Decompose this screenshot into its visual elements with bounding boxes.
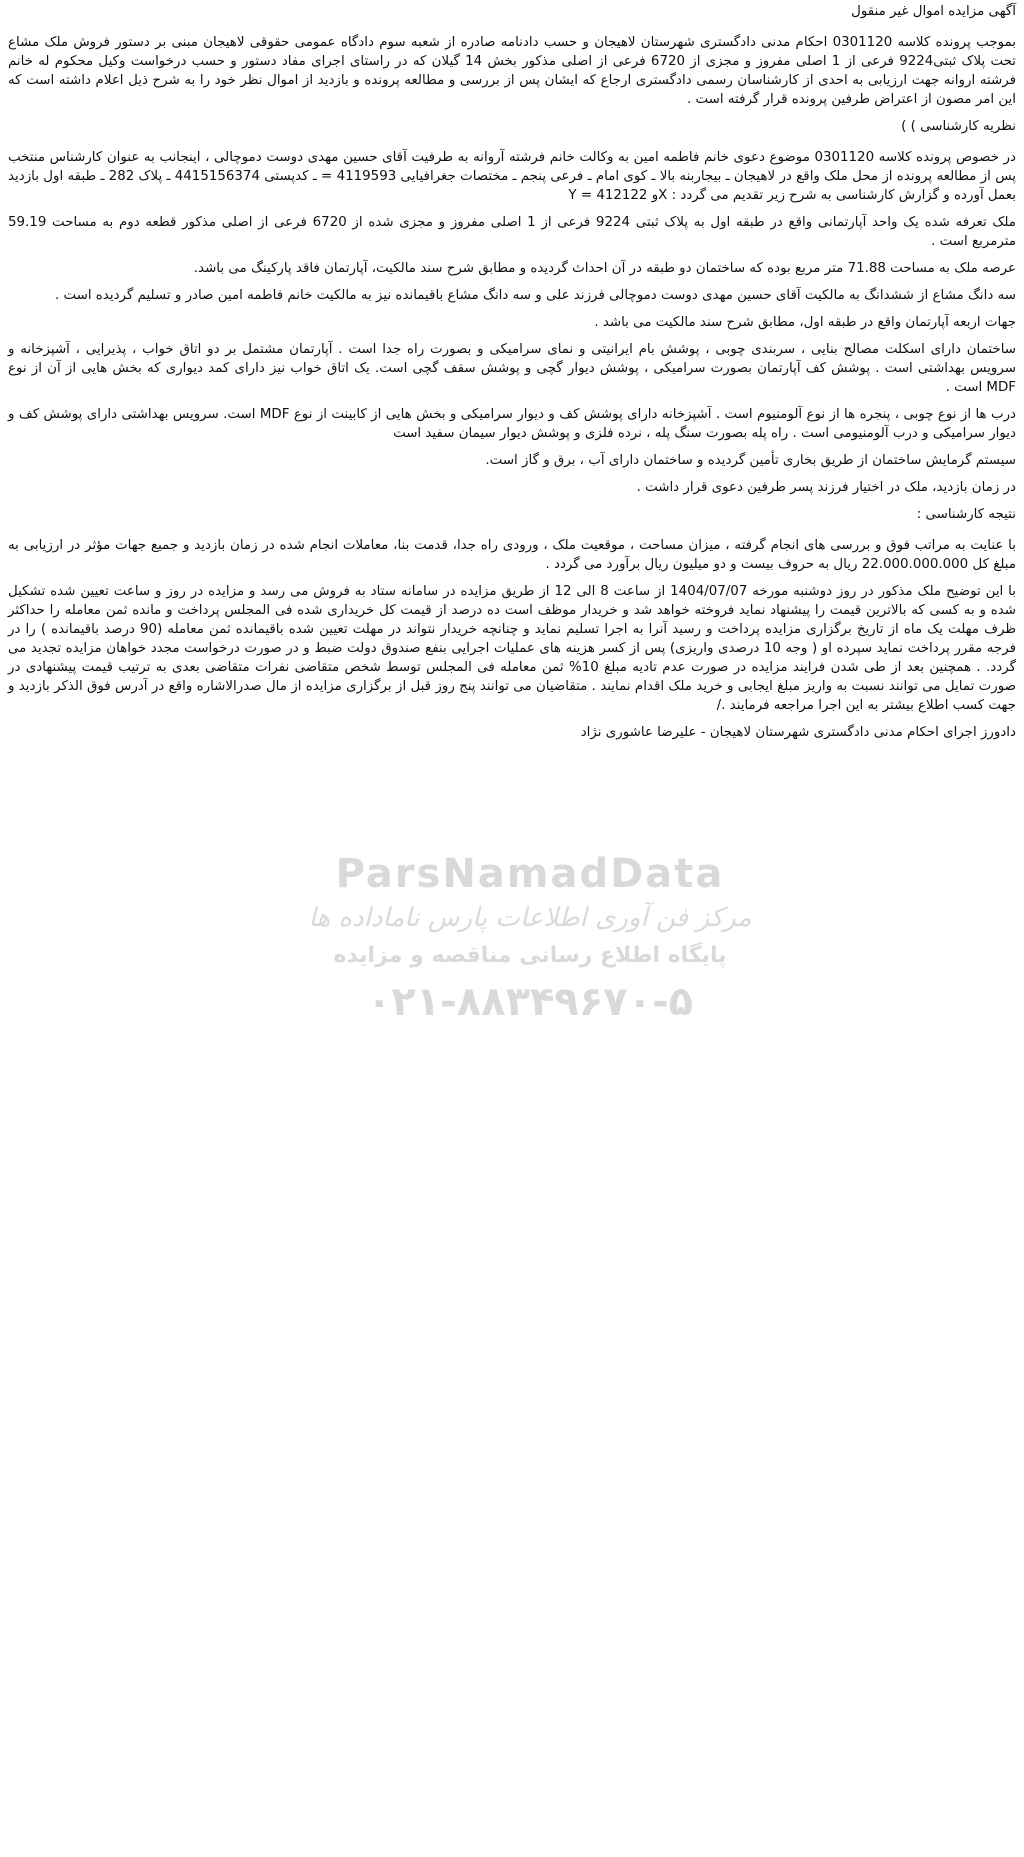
property-definition-paragraph: ملک تعرفه شده یک واحد آپارتمانی واقع در طبقه اول به پلاک ثبتی 9224 فرعی از 1 اصلی مفروز و مجزی شده از 6720 فرعی از اصلی مذکور قطعه دوم به مساحت 59.19 مترمربع است . — [8, 215, 1016, 249]
ownership-paragraph: سه دانگ مشاع از ششدانگ به مالکیت آقای حسین مهدی دوست دموچالی فرزند علی و سه دانگ مشاع باقیمانده نیز به مالکیت خانم فاطمه امین صادر و تسلیم گردیده است . — [54, 288, 1016, 303]
watermark-phone: ۰۲۱-۸۸۳۴۹۶۷۰-۵ — [366, 979, 694, 1025]
construction-paragraph: ساختمان دارای اسکلت مصالح بنایی ، سربندی چوبی ، پوشش بام ایرانیتی و نمای سرامیکی و بصورت راه جدا است . آپارتمان مشتمل بر دو اتاق خواب ، پذیرایی ، آشپزخانه و سرویس بهداشتی است . پوشش کف آپارتمان بصورت سرامیکی ، پوشش دیوار گچی و پوشش سقف گچی است. یک اتاق خواب نیز دارای کمد دیواری که بخش هایی از آن از نوع MDF است . — [8, 342, 1016, 395]
watermark-company-name: مرکز فن آوری اطلاعات پارس ناماداده ها — [308, 903, 752, 933]
auction-notice — [0, 0, 1024, 750]
doors-paragraph: درب ها از نوع چوبی ، پنجره ها از نوع آلومنیوم است . آشپزخانه دارای پوشش کف و دیوار سرامیکی و بخش هایی از کابینت از نوع MDF است. سرویس بهداشتی دارای پوشش کف و دیوار سرامیکی و درب آلومنیومی است . راه پله بصورت سنگ پله ، نرده فلزی و پوشش دیوار سیمان سفید است — [8, 407, 1016, 441]
notice-title: آگهی مزایده اموال غیر منقول — [851, 4, 1016, 19]
land-area-paragraph: عرصه ملک به مساحت 71.88 متر مربع بوده که ساختمان دو طبقه در آن احداث گردیده و مطابق شرح سند مالکیت، آپارتمان فاقد پارکینگ می باشد. — [193, 261, 1016, 276]
watermark-tagline: پایگاه اطلاع رسانی مناقصه و مزایده — [333, 943, 727, 968]
expert-result-heading: نتیجه کارشناسی : — [916, 507, 1016, 522]
signature-line: دادورز اجرای احکام مدنی دادگستری شهرستان لاهیجان - علیرضا عاشوری نژاد — [580, 725, 1016, 740]
expert-opinion-heading: نظریه کارشناسی ) ) — [901, 119, 1016, 134]
intro-paragraph: بموجب پرونده کلاسه 0301120 احکام مدنی دادگستری شهرستان لاهیجان و حسب دادنامه صادره از شعبه سوم دادگاه عمومی حقوقی لاهیجان مبنی بر دستور فروش ملک مشاع تحت پلاک ثبتی9224 فرعی از 1 اصلی مفروز و مجزی از 6720 فرعی از اصلی مذکور بخش 14 گیلان که در راستای اجرای مفاد دستور و حسب درخواست وکیل محکوم له خانم فرشته اروانه جهت ارزیابی به احدی از کارشناسان رسمی دادگستری ارجاع که ایشان پس از بررسی و مطالعه پرونده و بازدید از اموال نظر خود را به شرح ذیل اعلام داشته است که این امر مصون از اعتراض طرفین پرونده قرار گرفته است . — [8, 35, 1016, 107]
parsnamad-watermark — [300, 850, 760, 1140]
utilities-paragraph: سیستم گرمایش ساختمان از طریق بخاری تأمین گردیده و ساختمان دارای آب ، برق و گاز است. — [485, 453, 1016, 468]
case-paragraph: در خصوص پرونده کلاسه 0301120 موضوع دعوی خانم فاطمه امین به وکالت خانم فرشته آروانه به طرفیت آقای حسین مهدی دوست دموچالی ، اینجانب به عنوان کارشناس منتخب پس از مطالعه پرونده از محل ملک واقع در لاهیجان ـ بیجاربنه بالا ـ کوی امام ـ فرعی پنجم ـ مختصات جغرافیایی 4119593 = ـ کدپستی 4415156374 ـ پلاک 282 ـ طبقه اول بازدید بعمل آورده و گزارش کارشناسی به شرح زیر تقدیم می گردد : Xو 412122 = Y — [8, 150, 1016, 203]
watermark-brand: ParsNamadData — [335, 851, 725, 897]
auction-terms-paragraph: با این توضیح ملک مذکور در روز دوشنبه مورخه 1404/07/07 از ساعت 8 الی 12 از طریق مزایده در سامانه ستاد به فروش می رسد و مزایده در روز و ساعت تعیین شده تشکیل شده و به کسی که بالاترین قیمت را پیشنهاد نماید فروخته خواهد شد و خریدار موظف است ده درصد از قیمت کل خریداری شده فی المجلس پرداخت و مانده ثمن معامله را حداکثر ظرف مهلت یک ماه از تاریخ برگزاری مزایده پرداخت و رسید آنرا به اجرا تسلیم نماید و چنانچه خریدار نتواند در مهلت تعیین شده باقیمانده ثمن معامله (90 درصد باقیمانده ) را در فرجه مقرر پرداخت نماید سپرده او ( وجه 10 درصدی واریزی) پس از کسر هزینه های عملیات اجرایی بنفع صندوق دولت ضبط و در صورت درخواست مجدد خواهان مزایده تجدید می گردد. . همچنین بعد از طی شدن فرایند مزایده در صورت عدم تادیه مبلغ 10% ثمن معامله فی المجلس توسط شخص متقاضی نفرات متقاضی بعدی به ترتیب قیمت پیشنهادی در صورت تمایل می توانند نسبت به واریز مبلغ ایجابی و خرید ملک اقدام نمایند . متقاضیان می توانند پنج روز قبل از برگزاری مزایده از مال صدرالاشاره واقع در آدرس فوق الذکر بازدید و جهت کسب اطلاع بیشتر به این اجرا مراجعه فرمایند ./ — [8, 584, 1016, 713]
valuation-paragraph: با عنایت به مراتب فوق و بررسی های انجام گرفته ، میزان مساحت ، موقعیت ملک ، ورودی راه جدا، قدمت بنا، معاملات انجام شده در زمان بازدید و جمیع جهات مؤثر در ارزیابی به مبلغ کل 22.000.000.000 ریال به حروف بیست و دو میلیون ریال برآورد می گردد . — [8, 538, 1016, 572]
boundaries-paragraph: جهات اربعه آپارتمان واقع در طبقه اول، مطابق شرح سند مالکیت می باشد . — [594, 315, 1016, 330]
occupancy-paragraph: در زمان بازدید، ملک در اختیار فرزند پسر طرفین دعوی قرار داشت . — [636, 480, 1016, 495]
